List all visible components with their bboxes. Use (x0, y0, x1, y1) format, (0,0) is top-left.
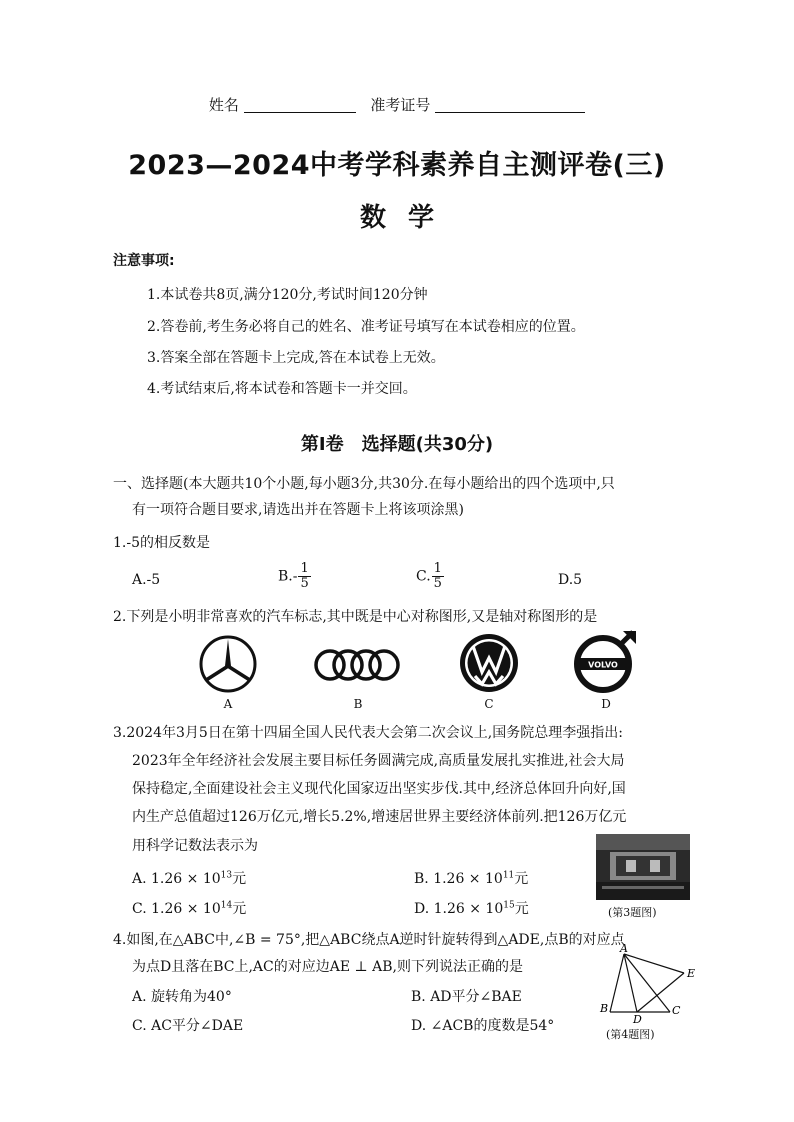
q3-d-exponent: 15 (503, 900, 515, 911)
fraction-numerator: 1 (300, 561, 309, 576)
id-label: 准考证号 (370, 96, 431, 114)
fraction-denominator: 5 (433, 576, 442, 591)
q1-option-b (278, 562, 311, 591)
q3-line-1: 3.2024年3月5日在第十四届全国人民代表大会第二次会议上,国务院总理李强指出: (113, 725, 623, 741)
q3-c-exponent: 14 (220, 900, 233, 911)
q3-a-exponent: 13 (220, 870, 233, 881)
notice-item-1: 1.本试卷共8页,满分120分,考试时间120分钟 (147, 287, 428, 303)
q4-option-b: B. AD平分∠BAE (411, 989, 522, 1005)
q1-option-a: A.-5 (132, 572, 161, 588)
q3-line-3: 保持稳定,全面建设社会主义现代化国家迈出坚实步伐.其中,经济总体回升向好,国 (132, 781, 626, 797)
fraction-numerator: 1 (433, 561, 442, 576)
subject-title: 数学 (359, 203, 456, 233)
q2-stem: 2.下列是小明非常喜欢的汽车标志,其中既是中心对称图形,又是轴对称图形的是 (113, 609, 598, 625)
q2-label-c: C (484, 697, 494, 711)
q4-point-e-label: E (687, 967, 696, 980)
q4-option-d: D. ∠ACB的度数是54° (411, 1018, 555, 1034)
q3-b-exponent: 11 (502, 870, 515, 881)
q4-point-b-label: B (600, 1002, 609, 1015)
fraction-denominator: 5 (300, 576, 309, 591)
q2-label-b: B (353, 697, 363, 711)
q1-stem: 1.-5的相反数是 (113, 535, 210, 551)
q1-option-d: D.5 (558, 572, 583, 588)
q3-b-base: B. 1.26 × 10 (414, 871, 503, 887)
q4-option-a: A. 旋转角为40° (132, 989, 232, 1005)
volvo-text: VOLVO (588, 660, 618, 670)
part1-intro-text-1: 一、选择题(本大题共10个小题,每小题3分,共30分.在每小题给出的四个选项中,只 (113, 476, 615, 492)
q2-label-d: D (601, 697, 611, 711)
mercedes-logo-icon (196, 632, 260, 696)
q3-d-base: D. 1.26 × 10 (414, 901, 504, 917)
q3-photo-image (596, 834, 690, 900)
notice-heading: 注意事项: (113, 253, 175, 269)
part1-intro-line1 (113, 474, 615, 494)
q3-a-unit: 元 (232, 871, 247, 887)
section-title: 第Ⅰ卷 选择题(共30分) (300, 434, 494, 455)
q1-option-b-fraction (298, 562, 310, 591)
volkswagen-logo-icon (458, 632, 520, 694)
notice-item-3: 3.答案全部在答题卡上完成,答在本试卷上无效。 (147, 350, 445, 366)
q2-label-a: A (223, 697, 233, 711)
audi-rings-logo-icon (313, 645, 403, 685)
q4-triangle-diagram (594, 942, 704, 1024)
q3-option-b (414, 868, 528, 888)
q4-caption: (第4题图) (606, 1028, 655, 1041)
q1-option-c-prefix: C. (416, 568, 431, 585)
q4-line-2: 为点D且落在BC上,AC的对应边AE ⊥ AB,则下列说法正确的是 (132, 959, 524, 975)
q3-line-4: 内生产总值超过126万亿元,增长5.2%,增速居世界主要经济体前列.把126万亿元 (132, 809, 627, 825)
q3-option-c (132, 898, 246, 918)
q4-option-c: C. AC平分∠DAE (132, 1018, 244, 1034)
id-blank (435, 98, 585, 113)
q1-option-c (416, 562, 444, 591)
q3-caption: (第3题图) (608, 906, 657, 919)
name-blank (244, 98, 356, 113)
q4-line-1: 4.如图,在△ABC中,∠B = 75°,把△ABC绕点A逆时针旋转得到△ADE,点B的对应点 (113, 932, 625, 948)
q1-option-c-fraction (432, 562, 444, 591)
volvo-logo-icon (573, 628, 639, 694)
notice-item-2: 2.答卷前,考生务必将自己的姓名、准考证号填写在本试卷相应的位置。 (147, 319, 585, 335)
notice-item-4: 4.考试结束后,将本试卷和答题卡一并交回。 (147, 381, 417, 397)
q3-d-unit: 元 (514, 901, 529, 917)
q4-point-d-label: D (633, 1013, 642, 1024)
candidate-info (0, 94, 794, 115)
q3-b-unit: 元 (514, 871, 529, 887)
q3-c-base: C. 1.26 × 10 (132, 901, 221, 917)
q3-option-a (132, 868, 246, 888)
q4-point-a-label: A (620, 942, 628, 955)
part1-intro-line2: 有一项符合题目要求,请选出并在答题卡上将该项涂黑) (132, 502, 464, 518)
q4-point-c-label: C (672, 1004, 681, 1017)
exam-title: 2023—2024中考学科素养自主测评卷(三) (128, 150, 666, 181)
q3-c-unit: 元 (232, 901, 247, 917)
q3-line-2: 2023年全年经济社会发展主要目标任务圆满完成,高质量发展扎实推进,社会大局 (132, 753, 625, 769)
name-label: 姓名 (208, 96, 239, 114)
q3-line-5: 用科学记数法表示为 (132, 838, 258, 854)
q3-option-d (414, 898, 529, 918)
q1-option-b-prefix: B.- (278, 568, 298, 585)
q3-a-base: A. 1.26 × 10 (132, 871, 221, 887)
